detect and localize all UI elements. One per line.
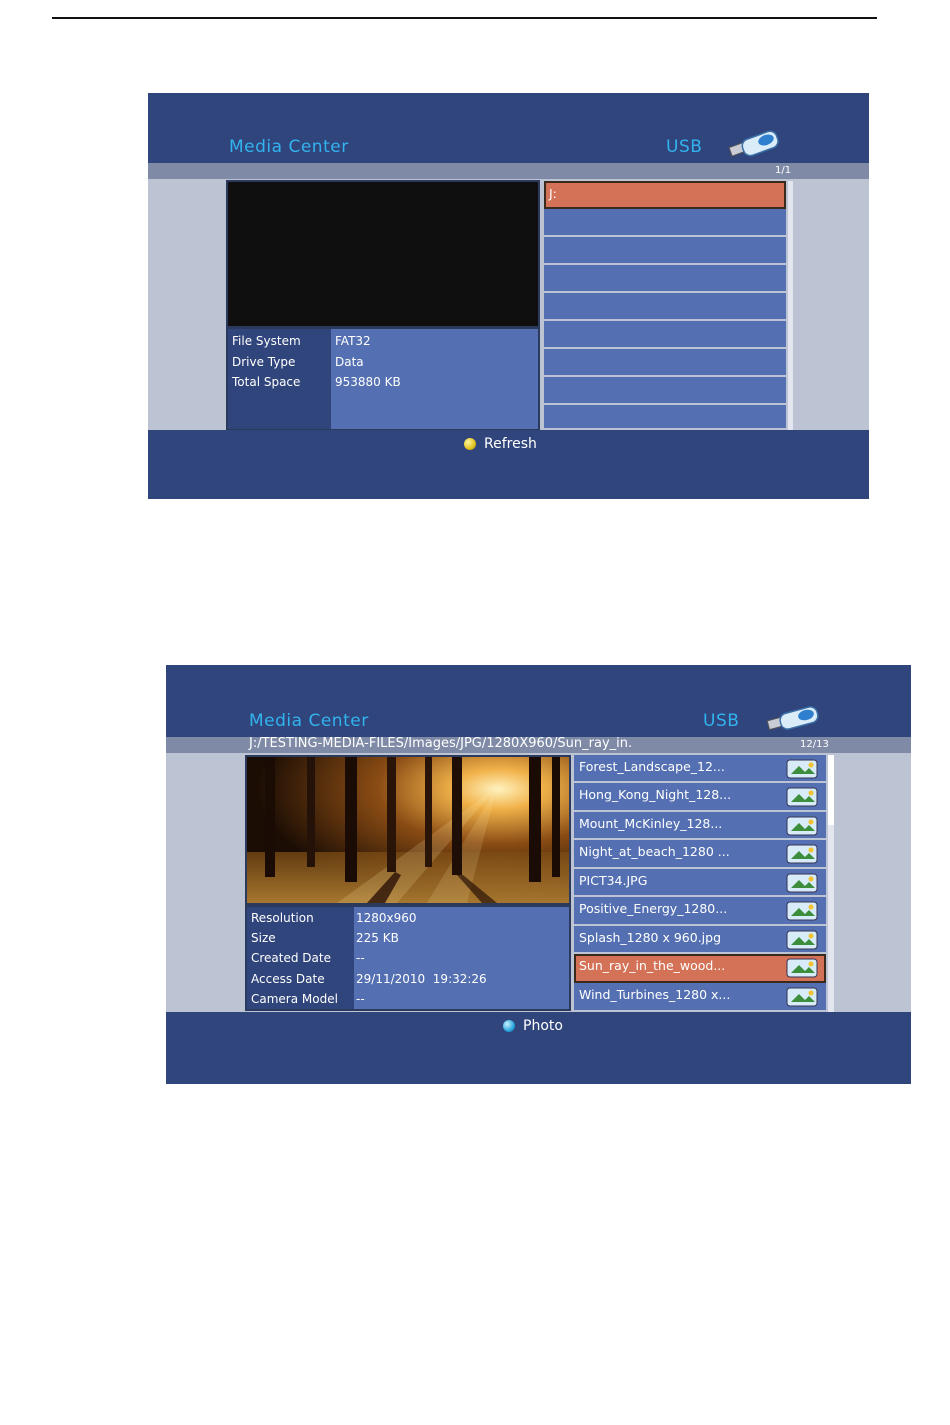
list-item[interactable] (544, 265, 786, 293)
list-item[interactable] (544, 377, 786, 405)
list-item[interactable]: Splash_1280 x 960.jpg (574, 926, 826, 954)
photo-key-hint[interactable] (503, 1018, 563, 1034)
footer-bar (148, 430, 869, 499)
refresh-label: Refresh (484, 436, 537, 452)
list-item[interactable]: J: (544, 181, 786, 209)
app-title: Media Center (229, 137, 349, 157)
list-item[interactable]: Hong_Kong_Night_128... (574, 783, 826, 812)
jpg-file-icon (783, 900, 823, 922)
list-item[interactable] (544, 293, 786, 321)
page-count: 1/1 (775, 165, 792, 176)
drive-list (544, 181, 786, 430)
current-path: J:/TESTING-MEDIA-FILES/Images/JPG/1280X960/Sun_ray_in. (249, 736, 633, 751)
page-top-rule (52, 17, 877, 19)
usb-drive-icon (726, 129, 784, 161)
file-list (574, 755, 826, 1012)
list-item[interactable]: Wind_Turbines_1280 x... (574, 983, 826, 1012)
blue-button-icon (503, 1020, 515, 1032)
info-value: Data (335, 355, 364, 369)
info-label: Total Space (232, 375, 301, 389)
info-value: FAT32 (335, 334, 371, 348)
refresh-key-hint[interactable] (464, 436, 537, 452)
scrollbar-thumb[interactable] (828, 755, 834, 825)
footer-bar (166, 1012, 911, 1084)
list-item[interactable] (544, 209, 786, 237)
jpg-file-icon (783, 758, 823, 780)
info-value: -- (356, 951, 365, 965)
info-label: Resolution (251, 911, 314, 925)
info-value: 953880 KB (335, 375, 401, 389)
media-center-screen-usb-root (148, 93, 869, 499)
photo-label: Photo (523, 1018, 563, 1034)
preview-area (226, 180, 540, 328)
jpg-file-icon (783, 929, 823, 951)
info-value: -- (356, 992, 365, 1006)
scrollbar[interactable] (788, 181, 793, 430)
info-label: Size (251, 931, 276, 945)
list-item[interactable]: Forest_Landscape_12... (574, 755, 826, 783)
media-center-screen-photo-browser (166, 665, 911, 1084)
info-label: Camera Model (251, 992, 338, 1006)
jpg-file-icon (783, 843, 823, 865)
info-label: Drive Type (232, 355, 296, 369)
info-label: Created Date (251, 951, 331, 965)
info-value: 1280x960 (356, 911, 417, 925)
jpg-file-icon (783, 815, 823, 837)
info-value: 29/11/2010 19:32:26 (356, 972, 487, 986)
jpg-file-icon (783, 872, 823, 894)
jpg-file-icon (783, 786, 823, 808)
list-item[interactable]: Night_at_beach_1280 ... (574, 840, 826, 869)
device-label: USB (703, 711, 740, 731)
list-item[interactable]: Positive_Energy_1280... (574, 897, 826, 926)
usb-drive-icon (764, 703, 824, 735)
photo-info-panel (245, 905, 571, 1011)
forest-sunray-photo (247, 757, 569, 903)
jpg-file-icon (783, 957, 823, 979)
path-bar (148, 163, 869, 179)
page-count: 12/13 (800, 739, 829, 750)
photo-preview (245, 755, 571, 905)
list-item[interactable] (544, 321, 786, 349)
list-item[interactable]: Mount_McKinley_128... (574, 812, 826, 840)
jpg-file-icon (783, 986, 823, 1008)
info-label: File System (232, 334, 301, 348)
yellow-button-icon (464, 438, 476, 450)
drive-info-panel (226, 327, 540, 431)
list-item[interactable] (544, 237, 786, 265)
list-item[interactable]: PICT34.JPG (574, 869, 826, 897)
app-title: Media Center (249, 711, 369, 731)
scrollbar[interactable] (828, 755, 834, 1012)
info-value: 225 KB (356, 931, 399, 945)
info-label: Access Date (251, 972, 325, 986)
list-item[interactable] (544, 405, 786, 430)
device-label: USB (666, 137, 703, 157)
list-item-selected[interactable]: Sun_ray_in_the_wood... (574, 954, 826, 983)
list-item[interactable] (544, 349, 786, 377)
